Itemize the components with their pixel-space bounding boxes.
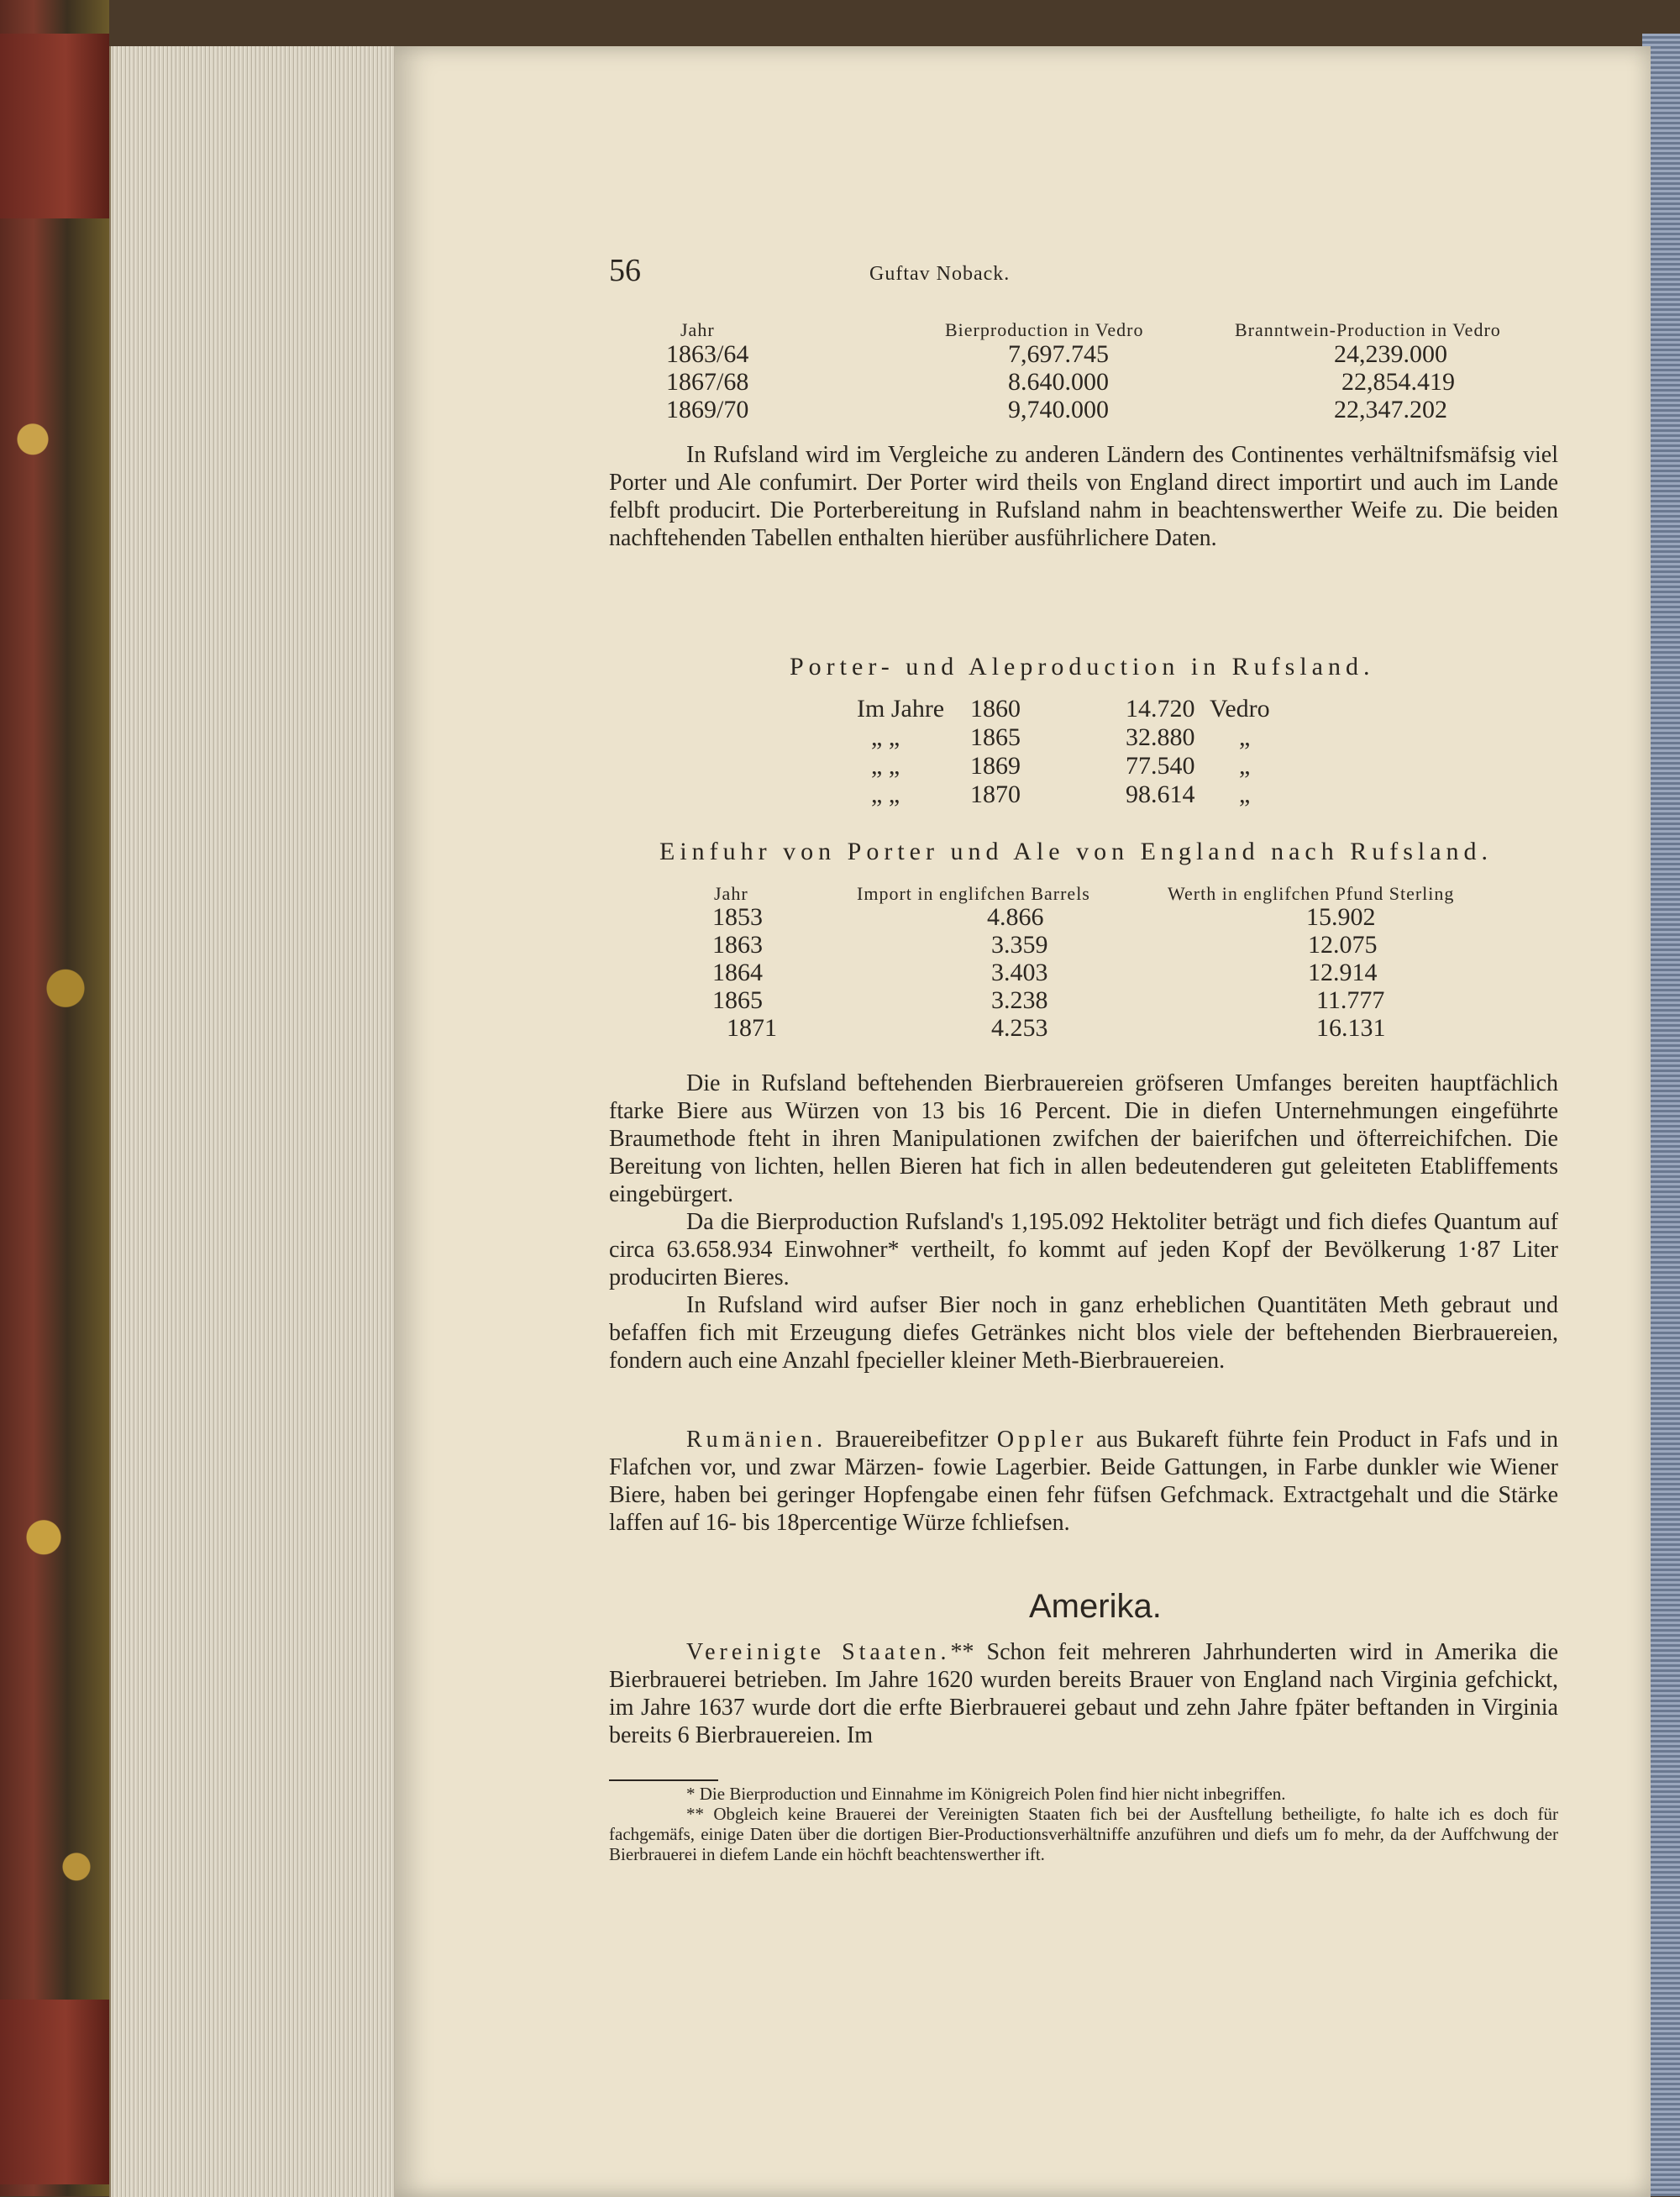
table-cell: 24,239.000 — [1334, 340, 1447, 368]
table-header: Jahr — [714, 883, 748, 904]
table-cell: 1865 — [970, 723, 1021, 751]
table-cell: 9,740.000 — [1008, 396, 1109, 423]
table-cell: 4.253 — [991, 1014, 1048, 1042]
paragraph-text: Da die Bierproduction Rufsland's 1,195.092 Hektoliter beträgt und fich diefes Quantum auf circa 63.658.934 Einwohner* vertheilt, fo kommt auf jeden Kopf der Bevölkerung 1·87 Liter producirten Bieres. — [609, 1209, 1558, 1290]
table-cell: 22,854.419 — [1341, 368, 1455, 396]
table-cell: 3.403 — [991, 959, 1048, 986]
cover-leather-band — [0, 2000, 109, 2184]
paragraph-block — [609, 1070, 1558, 1374]
table-cell: „ „ — [871, 723, 900, 751]
paragraph-text: aus Bukareft führte fein Product in Fafs und in Flafchen vor, und zwar Märzen- fowie Lagerbier. Beide Gattungen, in Farbe dunkler wie Wiener Biere, haben bei geringer Hopfengabe einen fehr füfsen Gefchmack. Extractgehalt und die Stärke laffen auf 16- bis 18percentige Würze fchliefsen. — [609, 1427, 1558, 1536]
table-cell: 1870 — [970, 781, 1021, 808]
table-cell: Im Jahre — [857, 695, 945, 723]
table-header: Werth in englifchen Pfund Sterling — [1168, 883, 1455, 904]
footnote: * Die Bierproduction und Einnahme im Königreich Polen find hier nicht inbegriffen. — [686, 1784, 1286, 1804]
page-edges — [109, 46, 396, 2197]
table-cell: 12.914 — [1308, 959, 1378, 986]
table-cell: 8.640.000 — [1008, 368, 1109, 396]
table-cell: 1863 — [712, 931, 763, 959]
paragraph-usa — [609, 1638, 1558, 1749]
table-cell: 14.720 — [1126, 695, 1195, 723]
paragraph-text: In Rufsland wird aufser Bier noch in ganz erheblichen Quantitäten Meth gebraut und befaffen fich mit Erzeugung diefes Getränkes nicht blos viele der beftehenden Bierbrauereien, fondern auch eine Anzahl fpecieller kleiner Meth-Bierbrauereien. — [609, 1292, 1558, 1374]
table-cell: 1864 — [712, 959, 763, 986]
table-cell: 22,347.202 — [1334, 396, 1447, 423]
footnote: ** Obgleich keine Brauerei der Vereinigten Staaten fich bei der Ausftellung betheiligte, fo halte ich es doch für fachgemäfs, einige Daten über die dortigen Bier-Productionsverhältniffe anzuführen und diefs um fo mehr, da der Auffchwung der Bierbrauerei in diefem Lande ein höchft beachtenswerther ift. — [609, 1804, 1558, 1864]
table-cell: 1867/68 — [666, 368, 749, 396]
table-title: Porter- und Aleproduction in Rufsland. — [790, 653, 1375, 681]
table-cell: Vedro — [1210, 695, 1270, 723]
table-cell: 1871 — [727, 1014, 777, 1042]
table-cell: 1863/64 — [666, 340, 749, 368]
table-cell: 3.238 — [991, 986, 1048, 1014]
table-cell: „ — [1239, 752, 1251, 780]
paragraph-text: Die in Rufsland beftehenden Bierbrauereien gröfseren Umfanges bereiten hauptfächlich ftarke Biere aus Würzen von 13 bis 16 Percent. Die in diefen Unternehmungen eingeführte Braumethode fteht in ihren Manipulationen zwifchen der baierifchen und öfterreichifchen. Die Bereitung von lichten, hellen Bieren hat fich in allen bedeutenderen gut geleiteten Etabliffements eingebürgert. — [609, 1070, 1558, 1207]
section-heading: Amerika. — [1029, 1588, 1162, 1625]
table-cell: „ „ — [871, 752, 900, 780]
paragraph-text: ** Schon feit mehreren Jahrhunderten wird in Amerika die Bierbrauerei betrieben. Im Jahre 1620 wurden bereits Brauer von England nach Virginia gefchickt, im Jahre 1637 wurde dort die erfte Bierbrauerei gebaut und zehn Jahre fpäter beftanden in Virginia bereits 6 Bierbrauereien. Im — [609, 1639, 1558, 1748]
paragraph-romania — [609, 1426, 1558, 1537]
book-cover — [0, 0, 109, 2196]
table-cell: 77.540 — [1126, 752, 1195, 780]
book-page — [395, 46, 1651, 2197]
footnotes — [609, 1784, 1558, 1864]
table-header: Bierproduction in Vedro — [945, 319, 1144, 340]
country-lead: Rumänien. — [686, 1427, 827, 1453]
cover-leather-band — [0, 34, 109, 218]
running-head: Guftav Noback. — [869, 263, 1011, 285]
table-cell: 1860 — [970, 695, 1021, 723]
table-cell: 98.614 — [1126, 781, 1195, 808]
table-cell: 11.777 — [1316, 986, 1385, 1014]
table-title: Einfuhr von Porter und Ale von England nach Rufsland. — [659, 838, 1494, 865]
footnote-rule — [609, 1779, 718, 1781]
table-header: Branntwein-Production in Vedro — [1235, 319, 1501, 340]
brewer-name: Oppler — [996, 1427, 1088, 1453]
country-lead: Vereinigte Staaten. — [686, 1639, 951, 1665]
table-cell: 7,697.745 — [1008, 340, 1109, 368]
table-cell: 16.131 — [1316, 1014, 1386, 1042]
page-number: 56 — [609, 253, 641, 288]
table-cell: 32.880 — [1126, 723, 1195, 751]
table-cell: 1853 — [712, 903, 763, 931]
table-cell: 1865 — [712, 986, 763, 1014]
table-header: Import in englifchen Barrels — [857, 883, 1090, 904]
table-cell: „ — [1239, 723, 1251, 751]
table-cell: 1869 — [970, 752, 1021, 780]
table-cell: 12.075 — [1308, 931, 1378, 959]
table-cell: 3.359 — [991, 931, 1048, 959]
paragraph-text: In Rufsland wird im Vergleiche zu anderen Ländern des Continentes verhältnifsmäfsig viel Porter und Ale confumirt. Der Porter wird theils von England direct importirt und auch im Lande felbft producirt. Die Porterbereitung in Rufsland nahm in beachtenswerther Weife zu. Die beiden nachftehenden Tabellen enthalten hierüber ausführlichere Daten. — [609, 442, 1558, 551]
paragraph — [609, 441, 1558, 552]
table-cell: 15.902 — [1306, 903, 1376, 931]
paragraph-text: Brauereibefitzer — [827, 1427, 997, 1453]
table-cell: „ „ — [871, 781, 900, 808]
table-header: Jahr — [680, 319, 715, 340]
table-cell: 4.866 — [987, 903, 1044, 931]
table-cell: 1869/70 — [666, 396, 749, 423]
table-cell: „ — [1239, 781, 1251, 808]
